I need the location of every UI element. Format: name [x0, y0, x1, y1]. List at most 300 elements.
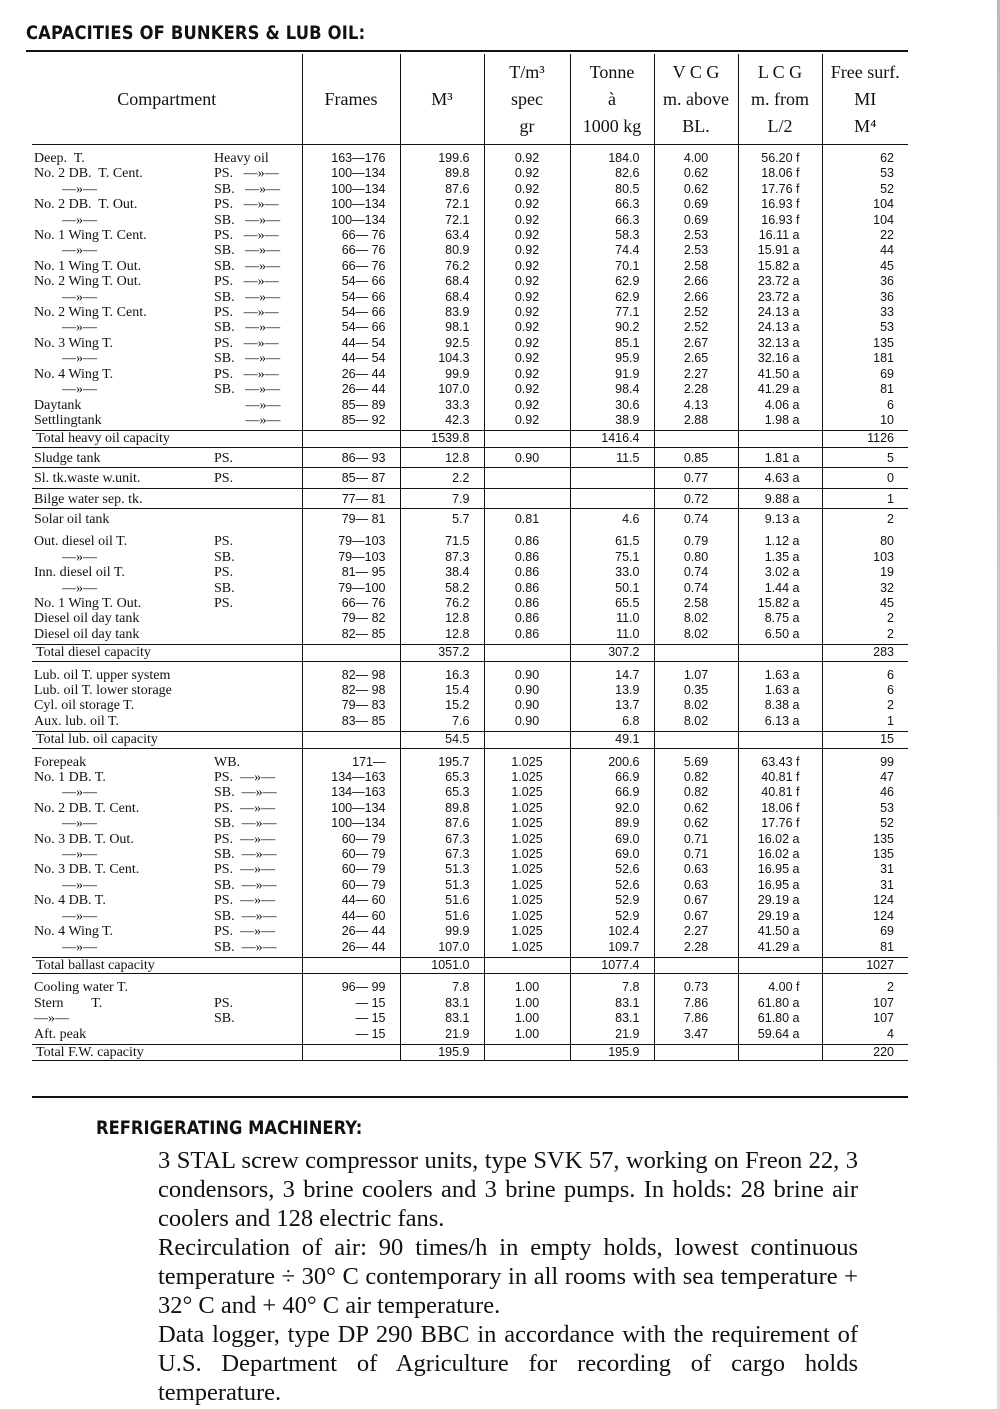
total-tonne-cell: 1077.4	[570, 957, 654, 973]
mi-cell: 46	[822, 785, 908, 800]
lcg-cell: 40.81 f	[738, 770, 822, 785]
tonne-cell: 66.9	[570, 785, 654, 800]
frames-cell: 54— 66	[302, 274, 400, 289]
spec-cell: 0.92	[484, 182, 570, 197]
tonne-cell: 11.5	[570, 447, 654, 467]
compartment-name: —»—	[34, 847, 97, 863]
m3-cell: 76.2	[400, 596, 484, 611]
table-header-row	[32, 54, 908, 145]
compartment-cell	[32, 661, 302, 683]
vcg-cell: 2.66	[654, 274, 738, 289]
spec-cell: 1.025	[484, 940, 570, 958]
compartment-cell	[32, 243, 302, 258]
table-row	[32, 909, 908, 924]
mi-cell: 104	[822, 197, 908, 212]
compartment-name: No. 4 Wing T.	[34, 366, 114, 382]
frames-cell: 85— 87	[302, 468, 400, 488]
compartment-cell	[32, 145, 302, 167]
frames-cell: 44— 60	[302, 909, 400, 924]
compartment-cell	[32, 862, 302, 877]
table-row	[32, 382, 908, 397]
frames-cell: 100—134	[302, 166, 400, 181]
table-row	[32, 714, 908, 732]
table-row	[32, 1027, 908, 1045]
spec-cell: 0.92	[484, 290, 570, 305]
vcg-cell: 0.79	[654, 528, 738, 549]
lcg-cell: 15.82 a	[738, 259, 822, 274]
spec-cell: 1.00	[484, 1011, 570, 1026]
compartment-cell	[32, 488, 302, 508]
compartment-cell	[32, 274, 302, 289]
page-title: CAPACITIES OF BUNKERS & LUB OIL:	[26, 22, 366, 44]
spec-cell: 1.025	[484, 785, 570, 800]
tonne-cell: 52.9	[570, 909, 654, 924]
spec-cell: 0.92	[484, 259, 570, 274]
compartment-side: PS.	[214, 450, 234, 466]
lcg-cell: 41.29 a	[738, 382, 822, 397]
tonne-cell: 65.5	[570, 596, 654, 611]
tonne-cell: 11.0	[570, 611, 654, 626]
m3-cell: 5.7	[400, 508, 484, 528]
mi-cell: 135	[822, 847, 908, 862]
frames-cell: 54— 66	[302, 290, 400, 305]
m3-cell: 42.3	[400, 413, 484, 431]
mi-cell: 36	[822, 290, 908, 305]
vcg-cell: 0.71	[654, 847, 738, 862]
lcg-cell: 4.63 a	[738, 468, 822, 488]
frames-cell: 60— 79	[302, 878, 400, 893]
compartment-side: SB.	[214, 580, 235, 596]
frames-cell: 79— 82	[302, 611, 400, 626]
vcg-cell: 2.53	[654, 228, 738, 243]
compartment-side: PS. —»—	[214, 305, 279, 321]
table-row	[32, 683, 908, 698]
compartment-name: Settlingtank	[34, 412, 102, 428]
m3-cell: 89.8	[400, 166, 484, 181]
table-row	[32, 228, 908, 243]
frames-cell: 44— 54	[302, 336, 400, 351]
lcg-cell: 16.93 f	[738, 197, 822, 212]
vcg-cell: 0.73	[654, 974, 738, 996]
table-row	[32, 528, 908, 549]
frames-cell: 171—	[302, 748, 400, 770]
mi-cell: 2	[822, 611, 908, 626]
table-row	[32, 550, 908, 565]
compartment-side: SB. —»—	[214, 908, 277, 924]
compartment-side: PS. —»—	[214, 274, 279, 290]
table-row	[32, 274, 908, 289]
tonne-cell: 75.1	[570, 550, 654, 565]
table-row	[32, 611, 908, 626]
compartment-side: PS.	[214, 595, 234, 611]
frames-cell: 81— 95	[302, 565, 400, 580]
tonne-cell: 200.6	[570, 748, 654, 770]
compartment-cell	[32, 893, 302, 908]
vcg-cell: 0.74	[654, 581, 738, 596]
mi-cell: 107	[822, 1011, 908, 1026]
compartment-side: SB. —»—	[214, 785, 277, 801]
mi-cell: 53	[822, 320, 908, 335]
frames-cell: — 15	[302, 996, 400, 1011]
mi-cell: 4	[822, 1027, 908, 1045]
compartment-side: SB. —»—	[214, 351, 281, 367]
lcg-cell: 16.11 a	[738, 228, 822, 243]
mi-cell: 2	[822, 698, 908, 713]
compartment-name: —»—	[34, 580, 97, 596]
compartment-cell	[32, 832, 302, 847]
tonne-cell: 80.5	[570, 182, 654, 197]
m3-cell: 195.7	[400, 748, 484, 770]
total-name-cell: Total heavy oil capacity	[32, 431, 302, 447]
m3-cell: 33.3	[400, 398, 484, 413]
empty-cell	[654, 1044, 738, 1060]
mi-cell: 0	[822, 468, 908, 488]
table-row	[32, 290, 908, 305]
compartment-name: No. 1 DB. T.	[34, 770, 106, 786]
compartment-cell	[32, 801, 302, 816]
spec-cell	[484, 468, 570, 488]
mi-cell: 53	[822, 801, 908, 816]
mi-cell: 135	[822, 832, 908, 847]
spec-cell: 1.00	[484, 1027, 570, 1045]
section-heading: REFRIGERATING MACHINERY:	[96, 1117, 363, 1139]
vcg-cell: 8.02	[654, 611, 738, 626]
table-row	[32, 924, 908, 939]
spec-cell: 0.92	[484, 382, 570, 397]
lcg-cell: 15.91 a	[738, 243, 822, 258]
lcg-cell: 4.00 f	[738, 974, 822, 996]
tonne-cell: 102.4	[570, 924, 654, 939]
m3-cell: 72.1	[400, 197, 484, 212]
mi-cell: 2	[822, 508, 908, 528]
compartment-cell	[32, 748, 302, 770]
compartment-side: PS.	[214, 565, 234, 581]
total-m3-cell: 1539.8	[400, 431, 484, 447]
m3-cell: 83.1	[400, 996, 484, 1011]
mi-cell: 52	[822, 816, 908, 831]
m3-cell: 72.1	[400, 213, 484, 228]
compartment-cell	[32, 528, 302, 549]
total-m3-cell: 54.5	[400, 732, 484, 748]
tonne-cell: 4.6	[570, 508, 654, 528]
compartment-name: Cyl. oil storage T.	[34, 698, 135, 714]
table-row	[32, 398, 908, 413]
empty-cell	[302, 645, 400, 661]
mi-cell: 31	[822, 878, 908, 893]
m3-cell: 58.2	[400, 581, 484, 596]
empty-cell	[302, 957, 400, 973]
m3-cell: 67.3	[400, 832, 484, 847]
lcg-cell: 41.50 a	[738, 367, 822, 382]
table-row	[32, 661, 908, 683]
compartment-cell	[32, 197, 302, 212]
m3-cell: 199.6	[400, 145, 484, 167]
compartment-name: Lub. oil T. upper system	[34, 667, 171, 683]
header-compartment: Compartment	[117, 88, 217, 109]
vcg-cell: 2.27	[654, 924, 738, 939]
header-vcg: V C G m. above BL.	[654, 54, 738, 145]
mi-cell: 104	[822, 213, 908, 228]
empty-cell	[738, 431, 822, 447]
compartment-cell	[32, 468, 302, 488]
mi-cell: 10	[822, 413, 908, 431]
spec-cell: 1.00	[484, 974, 570, 996]
empty-cell	[302, 1044, 400, 1060]
table-row	[32, 336, 908, 351]
compartment-name: No. 1 Wing T. Cent.	[34, 228, 147, 244]
tonne-cell: 66.3	[570, 213, 654, 228]
header-free-surface: Free surf. MI M⁴	[822, 54, 908, 145]
frames-cell: 26— 44	[302, 940, 400, 958]
vcg-cell: 0.85	[654, 447, 738, 467]
m3-cell: 7.8	[400, 974, 484, 996]
mi-cell: 181	[822, 351, 908, 366]
vcg-cell: 2.52	[654, 320, 738, 335]
vcg-cell: 2.88	[654, 413, 738, 431]
compartment-side: SB. —»—	[214, 382, 281, 398]
compartment-side: Heavy oil	[214, 151, 269, 166]
frames-cell: 60— 79	[302, 847, 400, 862]
tonne-cell: 92.0	[570, 801, 654, 816]
spec-cell: 1.025	[484, 770, 570, 785]
tonne-cell: 109.7	[570, 940, 654, 958]
vcg-cell: 2.58	[654, 596, 738, 611]
vcg-cell: 0.82	[654, 785, 738, 800]
m3-cell: 107.0	[400, 940, 484, 958]
compartment-cell	[32, 581, 302, 596]
lcg-cell: 17.76 f	[738, 182, 822, 197]
compartment-name: No. 1 Wing T. Out.	[34, 258, 142, 274]
compartment-name: —»—	[34, 549, 97, 565]
frames-cell: 100—134	[302, 182, 400, 197]
tonne-cell: 33.0	[570, 565, 654, 580]
total-tonne-cell: 49.1	[570, 732, 654, 748]
frames-cell: 134—163	[302, 785, 400, 800]
tonne-cell	[570, 468, 654, 488]
compartment-side: PS. —»—	[214, 228, 279, 244]
m3-cell: 51.6	[400, 893, 484, 908]
frames-cell: 100—134	[302, 801, 400, 816]
table-row	[32, 698, 908, 713]
tonne-cell: 50.1	[570, 581, 654, 596]
compartment-name: Deep. T.	[34, 151, 85, 166]
table-row	[32, 1011, 908, 1026]
compartment-cell	[32, 398, 302, 413]
mi-cell: 1	[822, 714, 908, 732]
compartment-name: —»—	[34, 243, 97, 259]
spec-cell: 1.025	[484, 832, 570, 847]
compartment-side: SB.	[214, 1011, 235, 1027]
vcg-cell: 3.47	[654, 1027, 738, 1045]
spec-cell: 1.00	[484, 996, 570, 1011]
frames-cell: 100—134	[302, 213, 400, 228]
lcg-cell: 23.72 a	[738, 290, 822, 305]
spec-cell: 0.92	[484, 367, 570, 382]
spec-cell: 0.92	[484, 305, 570, 320]
compartment-name: No. 4 DB. T.	[34, 893, 106, 909]
frames-cell: 66— 76	[302, 228, 400, 243]
m3-cell: 15.4	[400, 683, 484, 698]
tonne-cell: 69.0	[570, 832, 654, 847]
vcg-cell: 0.35	[654, 683, 738, 698]
lcg-cell: 41.29 a	[738, 940, 822, 958]
compartment-side: PS. —»—	[214, 800, 276, 816]
vcg-cell: 0.74	[654, 508, 738, 528]
compartment-name: —»—	[34, 785, 97, 801]
tonne-cell: 90.2	[570, 320, 654, 335]
m3-cell: 2.2	[400, 468, 484, 488]
total-name-cell: Total lub. oil capacity	[32, 732, 302, 748]
paragraph: 3 STAL screw compressor units, type SVK 57, working on Freon 22, 3 condensors, 3 brine coolers and 3 brine pumps. In holds: 28 brine air coolers and 128 electric fans.	[158, 1147, 858, 1232]
mi-cell: 103	[822, 550, 908, 565]
tonne-cell: 82.6	[570, 166, 654, 181]
mi-cell: 1	[822, 488, 908, 508]
compartment-name: —»—	[34, 908, 97, 924]
m3-cell: 51.6	[400, 909, 484, 924]
compartment-side: SB. —»—	[214, 212, 281, 228]
compartment-side: SB. —»—	[214, 320, 281, 336]
frames-cell: 79—100	[302, 581, 400, 596]
mi-cell: 69	[822, 367, 908, 382]
header-lcg: L C G m. from L/2	[738, 54, 822, 145]
vcg-cell: 2.52	[654, 305, 738, 320]
tonne-cell: 83.1	[570, 1011, 654, 1026]
compartment-cell	[32, 166, 302, 181]
compartment-side: PS. —»—	[214, 831, 276, 847]
compartment-cell	[32, 596, 302, 611]
lcg-cell: 32.13 a	[738, 336, 822, 351]
compartment-name: Diesel oil day tank	[34, 611, 140, 627]
vcg-cell: 2.28	[654, 940, 738, 958]
compartment-cell	[32, 382, 302, 397]
compartment-cell	[32, 996, 302, 1011]
table-row	[32, 862, 908, 877]
total-mi-cell: 1126	[822, 431, 908, 447]
tonne-cell: 77.1	[570, 305, 654, 320]
compartment-cell	[32, 259, 302, 274]
compartment-side: PS. —»—	[214, 197, 279, 213]
compartment-side: SB. —»—	[214, 939, 277, 955]
frames-cell: 60— 79	[302, 832, 400, 847]
mi-cell: 45	[822, 259, 908, 274]
vcg-cell: 0.62	[654, 816, 738, 831]
vcg-cell: 0.62	[654, 182, 738, 197]
table-row	[32, 508, 908, 528]
tonne-cell: 66.3	[570, 197, 654, 212]
compartment-side: SB. —»—	[214, 258, 281, 274]
lcg-cell: 29.19 a	[738, 909, 822, 924]
compartment-cell	[32, 336, 302, 351]
compartment-name: No. 3 Wing T.	[34, 335, 114, 351]
mi-cell: 6	[822, 398, 908, 413]
compartment-name: —»—	[34, 877, 97, 893]
frames-cell: 100—134	[302, 816, 400, 831]
m3-cell: 63.4	[400, 228, 484, 243]
total-row	[32, 732, 908, 748]
mi-cell: 124	[822, 909, 908, 924]
compartment-cell	[32, 909, 302, 924]
m3-cell: 89.8	[400, 801, 484, 816]
m3-cell: 99.9	[400, 367, 484, 382]
frames-cell: 54— 66	[302, 305, 400, 320]
lcg-cell: 61.80 a	[738, 1011, 822, 1026]
compartment-cell	[32, 940, 302, 958]
tonne-cell: 66.9	[570, 770, 654, 785]
total-mi-cell: 1027	[822, 957, 908, 973]
compartment-name: Stern T.	[34, 995, 103, 1011]
vcg-cell: 0.67	[654, 893, 738, 908]
empty-cell	[484, 645, 570, 661]
empty-cell	[654, 645, 738, 661]
total-m3-cell: 357.2	[400, 645, 484, 661]
total-row	[32, 1044, 908, 1060]
empty-cell	[484, 431, 570, 447]
spec-cell: 0.92	[484, 351, 570, 366]
vcg-cell: 8.02	[654, 627, 738, 645]
compartment-side: PS. —»—	[214, 924, 276, 940]
mi-cell: 62	[822, 145, 908, 167]
compartment-name: —»—	[34, 320, 97, 336]
tonne-cell: 58.3	[570, 228, 654, 243]
table-row	[32, 996, 908, 1011]
compartment-name: —»—	[34, 939, 97, 955]
tonne-cell: 38.9	[570, 413, 654, 431]
compartment-cell	[32, 698, 302, 713]
m3-cell: 51.3	[400, 878, 484, 893]
table-row	[32, 940, 908, 958]
vcg-cell: 0.71	[654, 832, 738, 847]
compartment-name: —»—	[34, 181, 97, 197]
spec-cell	[484, 488, 570, 508]
frames-cell: 96— 99	[302, 974, 400, 996]
lcg-cell: 16.93 f	[738, 213, 822, 228]
mi-cell: 81	[822, 382, 908, 397]
lcg-cell: 40.81 f	[738, 785, 822, 800]
mi-cell: 107	[822, 996, 908, 1011]
compartment-side: PS.	[214, 471, 234, 487]
compartment-cell	[32, 290, 302, 305]
frames-cell: 44— 60	[302, 893, 400, 908]
tonne-cell: 13.7	[570, 698, 654, 713]
frames-cell: 26— 44	[302, 924, 400, 939]
tonne-cell: 6.8	[570, 714, 654, 732]
tonne-cell: 91.9	[570, 367, 654, 382]
table-row	[32, 832, 908, 847]
m3-cell: 7.6	[400, 714, 484, 732]
vcg-cell: 4.13	[654, 398, 738, 413]
mi-cell: 53	[822, 166, 908, 181]
compartment-side: SB. —»—	[214, 289, 281, 305]
vcg-cell: 0.62	[654, 166, 738, 181]
vcg-cell: 2.67	[654, 336, 738, 351]
lcg-cell: 1.44 a	[738, 581, 822, 596]
mi-cell: 45	[822, 596, 908, 611]
tonne-cell: 83.1	[570, 996, 654, 1011]
lcg-cell: 24.13 a	[738, 320, 822, 335]
mi-cell: 5	[822, 447, 908, 467]
table-row	[32, 367, 908, 382]
compartment-cell	[32, 878, 302, 893]
tonne-cell: 89.9	[570, 816, 654, 831]
compartment-name: Diesel oil day tank	[34, 626, 140, 642]
compartment-cell	[32, 785, 302, 800]
empty-cell	[738, 957, 822, 973]
compartment-side: SB. —»—	[214, 847, 277, 863]
lcg-cell: 8.38 a	[738, 698, 822, 713]
total-mi-cell: 15	[822, 732, 908, 748]
vcg-cell: 0.67	[654, 909, 738, 924]
frames-cell: 82— 85	[302, 627, 400, 645]
